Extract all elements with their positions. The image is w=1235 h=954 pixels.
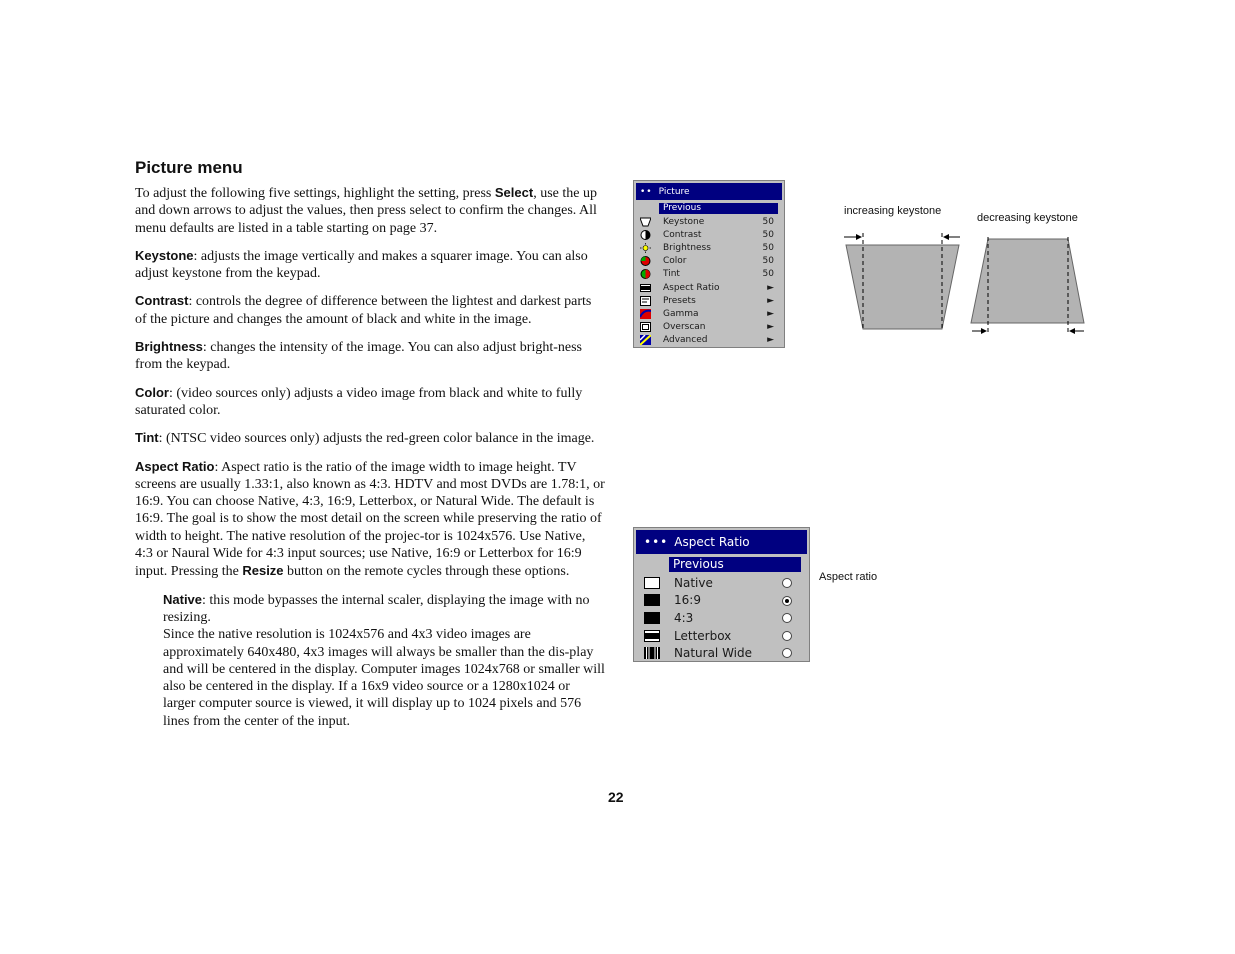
tint-icon bbox=[640, 269, 651, 279]
menu-level-dots: •• bbox=[640, 186, 653, 197]
aspect-ratio-paragraph: Aspect Ratio: Aspect ratio is the ratio of the image width to image height. TV screens are usually 1.33:1, also known as 4:3. HDTV and most DVDs are 1.78:1, or 16:9. You can choose Native, 4:3, 16:9, Letterbox, or Natural Wide. The default is 16:9. The goal is to show the most detail on the screen while preserving the ratio of width to height. The native resolution of the projec-tor is 1024x576. Use Native, 4:3 or Naural Wide for 4:3 input sources; use Native, 16:9 or Letterbox for 16:9 input. Pressing the Resize button on the remote cycles through these options. bbox=[135, 458, 605, 580]
keystone-icon bbox=[640, 217, 651, 227]
menu-item-label: Presets bbox=[663, 295, 696, 306]
brightness-icon bbox=[640, 243, 651, 253]
menu-item-label: Contrast bbox=[663, 229, 702, 240]
aspect-option-16-9[interactable] bbox=[644, 592, 804, 610]
brightness-paragraph: Brightness: changes the intensity of the image. You can also adjust bright-ness from the keypad. bbox=[135, 339, 583, 373]
picture-menu-items bbox=[640, 215, 782, 347]
menu-item-keystone[interactable] bbox=[640, 215, 782, 228]
menu-item-advanced[interactable] bbox=[640, 334, 782, 347]
menu-item-presets[interactable] bbox=[640, 294, 782, 307]
gamma-icon bbox=[640, 309, 651, 319]
color-paragraph: Color: (video sources only) adjusts a video image from black and white to fully saturated color. bbox=[135, 384, 583, 418]
caption-decreasing-keystone: decreasing keystone bbox=[977, 212, 1078, 224]
advanced-icon bbox=[640, 335, 651, 345]
aspect-option-label: Native bbox=[674, 575, 713, 590]
menu-item-value: ► bbox=[767, 322, 774, 333]
menu-item-color[interactable] bbox=[640, 255, 782, 268]
menu-item-previous[interactable]: Previous bbox=[669, 557, 801, 572]
menu-item-label: Brightness bbox=[663, 242, 711, 253]
aspect-ratio-menu-screenshot bbox=[633, 527, 810, 662]
contrast-paragraph: Contrast: controls the degree of difference between the lightest and darkest parts of the picture and changes the amount of black and white in the image. bbox=[135, 293, 592, 327]
menu-item-label: Aspect Ratio bbox=[663, 282, 720, 293]
native-icon bbox=[644, 577, 660, 589]
native-paragraph: Native: this mode bypasses the internal scaler, displaying the image with no resizing. Since the native resolution is 1024x576 and 4x3 video images are approximately 640x480, 4x3 images will always be smaller than the dis-play and will be centered in the display. Computer images 1024x768 or smaller will also be centered in the display. If a 16x9 video source or a 1280x1024 or larger computer source is viewed, it will display up to 1024 pixels and 576 lines from the center of the input. bbox=[163, 591, 605, 729]
menu-item-value: 50 bbox=[762, 256, 774, 267]
page-title: Picture menu bbox=[135, 158, 243, 177]
body-text bbox=[135, 184, 605, 730]
radio-button[interactable] bbox=[782, 648, 792, 658]
contrast-icon bbox=[640, 230, 651, 240]
aspect-option-label: Natural Wide bbox=[674, 646, 753, 661]
menu-item-label: Advanced bbox=[663, 335, 708, 346]
menu-item-label: Overscan bbox=[663, 322, 706, 333]
menu-item-value: ► bbox=[767, 295, 774, 306]
radio-button[interactable] bbox=[782, 613, 792, 623]
presets-icon bbox=[640, 296, 651, 306]
letterbox-icon bbox=[644, 630, 660, 642]
menu-item-gamma[interactable] bbox=[640, 307, 782, 320]
menu-item-label: Gamma bbox=[663, 308, 699, 319]
menu-item-label: Keystone bbox=[663, 216, 705, 227]
menu-item-brightness[interactable] bbox=[640, 241, 782, 254]
aspect-option-label: 4:3 bbox=[674, 610, 694, 625]
menu-item-value: ► bbox=[767, 308, 774, 319]
menu-item-value: 50 bbox=[762, 216, 774, 227]
aspect-option-label: Letterbox bbox=[674, 628, 732, 643]
keystone-diagram bbox=[838, 225, 1093, 340]
radio-button[interactable] bbox=[782, 596, 792, 606]
menu-title: Picture bbox=[658, 186, 690, 197]
radio-button[interactable] bbox=[782, 578, 792, 588]
menu-item-overscan[interactable] bbox=[640, 321, 782, 334]
intro-paragraph: To adjust the following five settings, highlight the setting, press Select, use the up and down arrows to adjust the values, then press select to confirm the changes. All menu defaults are listed in a table starting on page 37. bbox=[135, 185, 597, 236]
aspect-option-label: 16:9 bbox=[674, 593, 701, 608]
menu-item-value: 50 bbox=[762, 269, 774, 280]
sixteen-nine-icon bbox=[644, 594, 660, 606]
keystone-paragraph: Keystone: adjusts the image vertically and makes a squarer image. You can also adjust keystone from the keypad. bbox=[135, 247, 588, 282]
menu-title: Aspect Ratio bbox=[674, 535, 750, 549]
page-number: 22 bbox=[608, 789, 624, 805]
menu-item-previous[interactable]: Previous bbox=[659, 203, 778, 214]
menu-title-bar bbox=[636, 183, 782, 200]
menu-item-aspect-ratio[interactable] bbox=[640, 281, 782, 294]
menu-level-dots: ••• bbox=[644, 535, 669, 549]
aspect-menu-items bbox=[644, 574, 804, 662]
menu-item-label: Tint bbox=[663, 269, 680, 280]
natural-wide-icon bbox=[644, 647, 660, 659]
caption-increasing-keystone: increasing keystone bbox=[844, 205, 942, 217]
tint-paragraph: Tint: (NTSC video sources only) adjusts the red-green color balance in the image. bbox=[135, 430, 595, 447]
menu-item-tint[interactable] bbox=[640, 268, 782, 281]
color-icon bbox=[640, 256, 651, 266]
menu-item-contrast[interactable] bbox=[640, 228, 782, 241]
radio-button[interactable] bbox=[782, 631, 792, 641]
overscan-icon bbox=[640, 322, 651, 332]
menu-item-value: ► bbox=[767, 335, 774, 346]
aspect-option-native[interactable] bbox=[644, 574, 804, 592]
aspect-ratio-icon bbox=[640, 283, 651, 293]
caption-aspect-ratio: Aspect ratio bbox=[819, 571, 878, 583]
menu-item-label: Color bbox=[663, 256, 687, 267]
picture-menu-screenshot bbox=[633, 180, 785, 348]
menu-item-value: ► bbox=[767, 282, 774, 293]
aspect-option-natural-wide[interactable] bbox=[644, 644, 804, 662]
menu-item-value: 50 bbox=[762, 229, 774, 240]
menu-item-value: 50 bbox=[762, 242, 774, 253]
aspect-option-letterbox[interactable] bbox=[644, 627, 804, 645]
aspect-option-4-3[interactable] bbox=[644, 609, 804, 627]
four-three-icon bbox=[644, 612, 660, 624]
menu-title-bar bbox=[636, 530, 807, 554]
